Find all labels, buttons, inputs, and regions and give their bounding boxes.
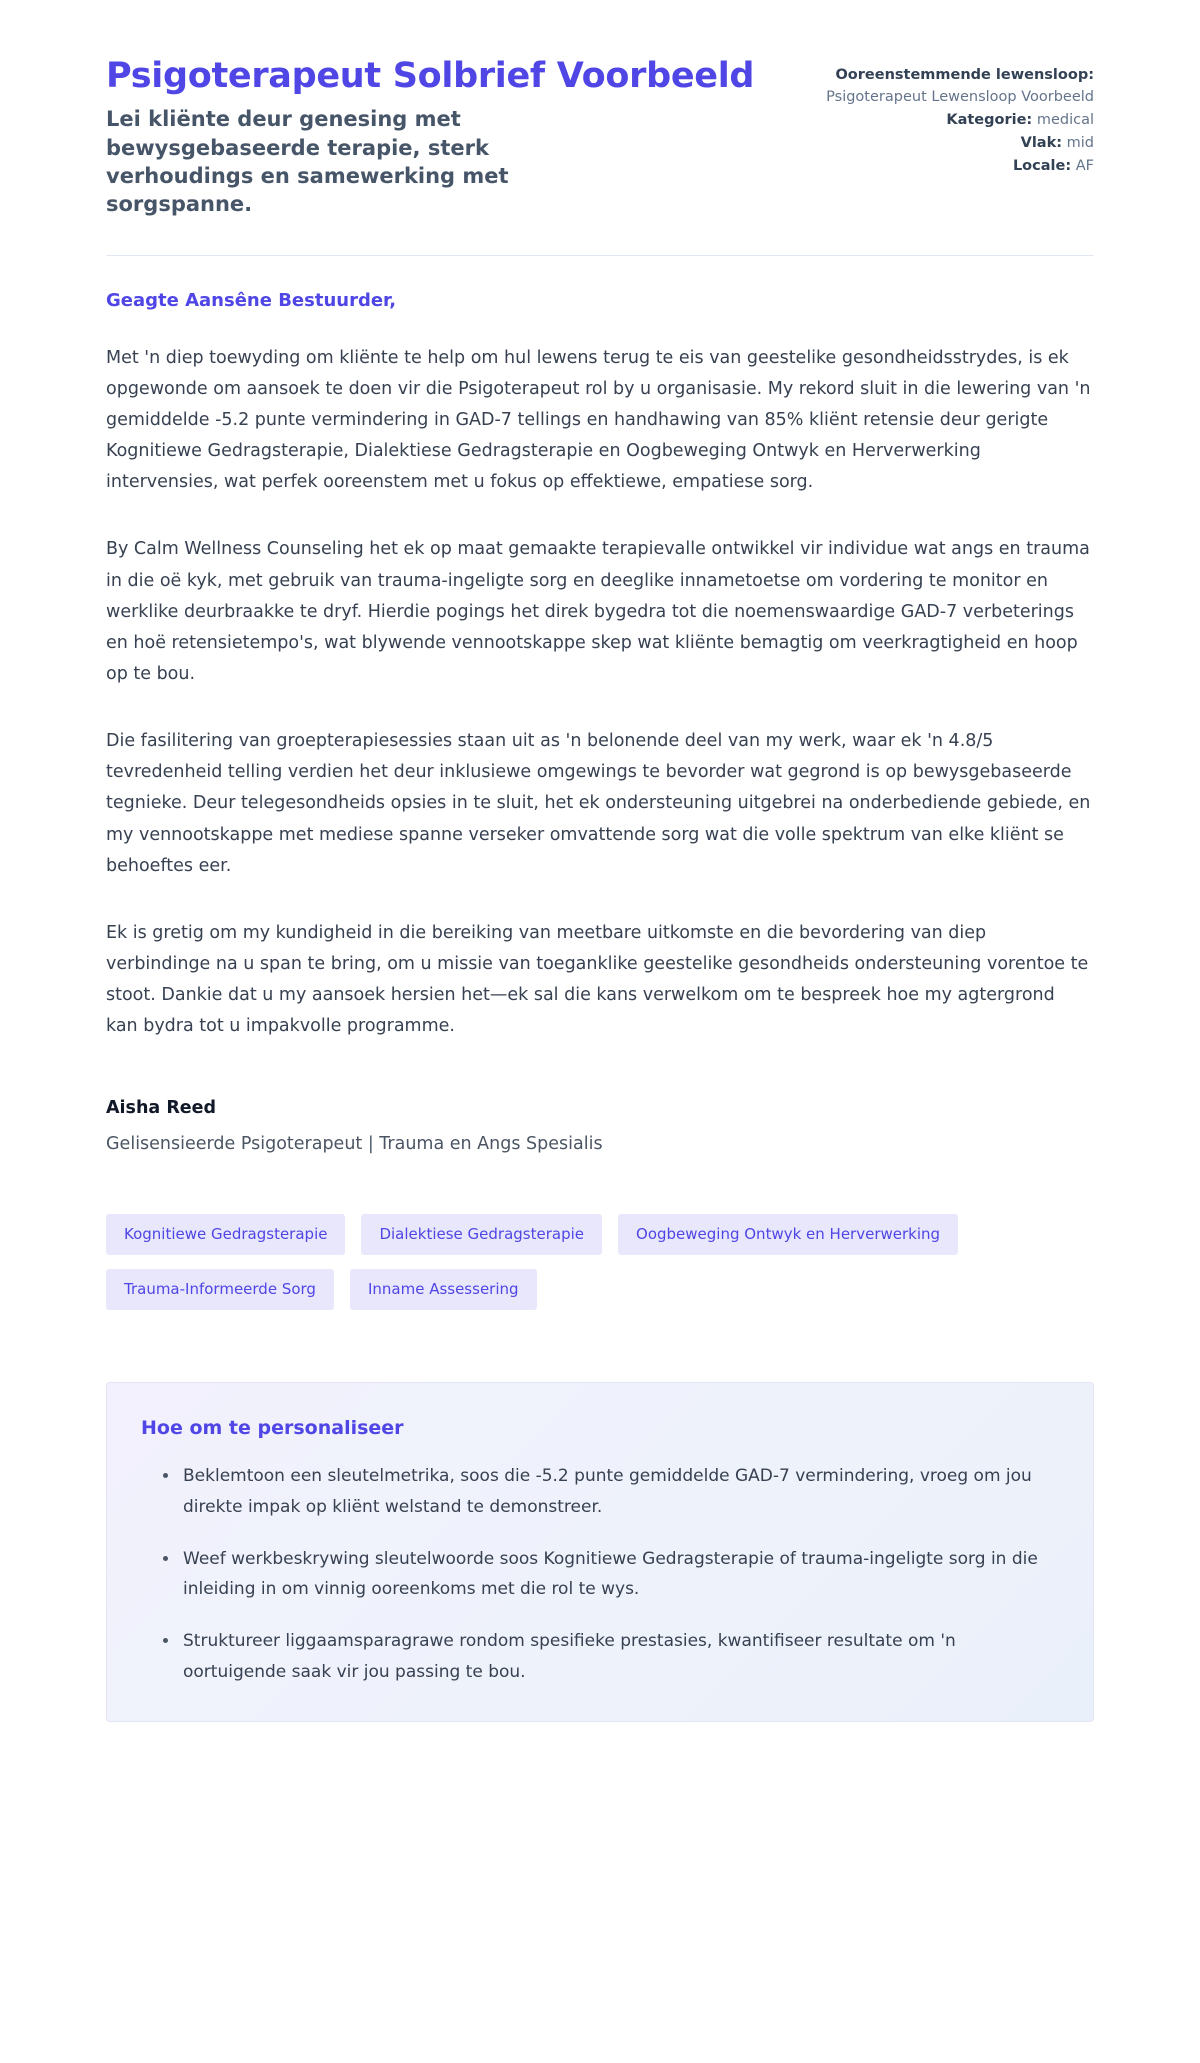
meta-value: Psigoterapeut Lewensloop Voorbeeld [826,89,1094,106]
letter-paragraph: Met 'n diep toewyding om kliënte te help om hul lewens terug te eis van geestelike gesondheidsstrydes, is ek opgewonde om aansoek te doen vir die Psigoterapeut rol by u organisasie. My rekord sluit in die lewering van 'n gemiddelde -5.2 punte vermindering in GAD-7 tellings en handhawing van 85% kliënt retensie deur gerigte Kognitiewe Gedragsterapie, Dialektiese Gedragsterapie en Oogbeweging Ontwyk en Herverwerking intervensies, wat perfek ooreenstem met u fokus op effektiewe, empatiese sorg. [106,347,1091,493]
meta-label: Locale: [1012,158,1072,175]
meta-value: AF [1075,158,1094,175]
skill-tag-list [106,1214,1046,1310]
callout-tip-item: Struktureer liggaamsparagrawe rondom spesifieke prestasies, kwantifiseer resultate om 'n oortuigende saak vir jou passing te bou. [163,1626,1057,1687]
skill-tag[interactable]: Inname Assessering [350,1269,537,1310]
meta-label: Kategorie: [946,112,1033,129]
letter-paragraph: By Calm Wellness Counseling het ek op maat gemaakte terapievalle ontwikkel vir individue wat angs en trauma in die oë kyk, met gebruik van trauma-ingeligte sorg en deeglike innametoetse om vordering te monitor en werklike deurbraakke te dryf. Hierdie pogings het direk bygedra tot die noemenswaardige GAD-7 verbeterings en hoë retensietempo's, wat blywende vennootskappe skep wat kliënte bemagtig om veerkragtigheid en hoop op te bou. [106,539,1090,684]
meta-row-category [814,109,1094,131]
document-metadata [814,56,1094,178]
meta-row-matching-resume [814,64,1094,108]
meta-value: mid [1066,135,1094,152]
meta-row-locale [814,155,1094,177]
signature-block [106,1098,1094,1154]
skill-tag[interactable]: Trauma-Informeerde Sorg [106,1269,334,1310]
signature-role: Gelisensieerde Psigoterapeut | Trauma en Angs Spesialis [106,1134,603,1155]
skill-tag[interactable]: Dialektiese Gedragsterapie [361,1214,602,1255]
skill-tag[interactable]: Oogbeweging Ontwyk en Herverwerking [618,1214,958,1255]
signature-name: Aisha Reed [106,1098,217,1119]
meta-row-level [814,132,1094,154]
document-header [106,56,1094,219]
page-title: Psigoterapeut Solbrief Voorbeeld [106,56,755,96]
callout-title: Hoe om te personaliseer [141,1417,404,1440]
meta-label: Ooreenstemmende lewensloop: [835,67,1094,83]
letter-paragraph: Die fasilitering van groepterapiesessies staan uit as 'n belonende deel van my werk, waar ek 'n 4.8/5 tevredenheid telling verdien het deur inklusiewe omgewings te bevorder wat gegrond is op bewysgebaseerde tegnieke. Deur telegesondheids opsies in te sluit, het ek ondersteuning uitgebrei na onderbediende gebiede, en my vennootskappe met mediese spanne verseker omvattende sorg wat die volle spektrum van elke kliënt se behoeftes eer. [106,731,1091,876]
page-subtitle: Lei kliënte deur genesing met bewysgebaseerde terapie, sterk verhoudings en samewerking met sorgspanne. [106,107,509,217]
header-title-block [106,56,756,219]
callout-tip-item: Beklemtoon een sleutelmetrika, soos die -5.2 punte gemiddelde GAD-7 vermindering, vroeg om jou direkte impak op kliënt welstand te demonstreer. [163,1461,1057,1522]
meta-value: medical [1036,112,1094,129]
letter-paragraph: Ek is gretig om my kundigheid in die bereiking van meetbare uitkomste en die bevordering van diep verbindinge na u span te bring, om u missie van toeganklike geestelike gesondheids ondersteuning vorentoe te stoot. Dankie dat u my aansoek hersien het—ek sal die kans verwelkom om te bespreek hoe my agtergrond kan bydra tot u impakvolle programme. [106,922,1089,1037]
callout-tip-list [141,1461,1057,1687]
letter-salutation: Geagte Aansêne Bestuurder, [106,289,397,311]
skill-tag[interactable]: Kognitiewe Gedragsterapie [106,1214,345,1255]
callout-tip-item: Weef werkbeskrywing sleutelwoorde soos Kognitiewe Gedragsterapie of trauma-ingeligte sorg in die inleiding in om vinnig ooreenkoms met die rol te wys. [163,1544,1057,1605]
cover-letter-body [106,256,1094,1311]
personalization-callout [106,1382,1094,1722]
meta-label: Vlak: [1020,135,1063,152]
